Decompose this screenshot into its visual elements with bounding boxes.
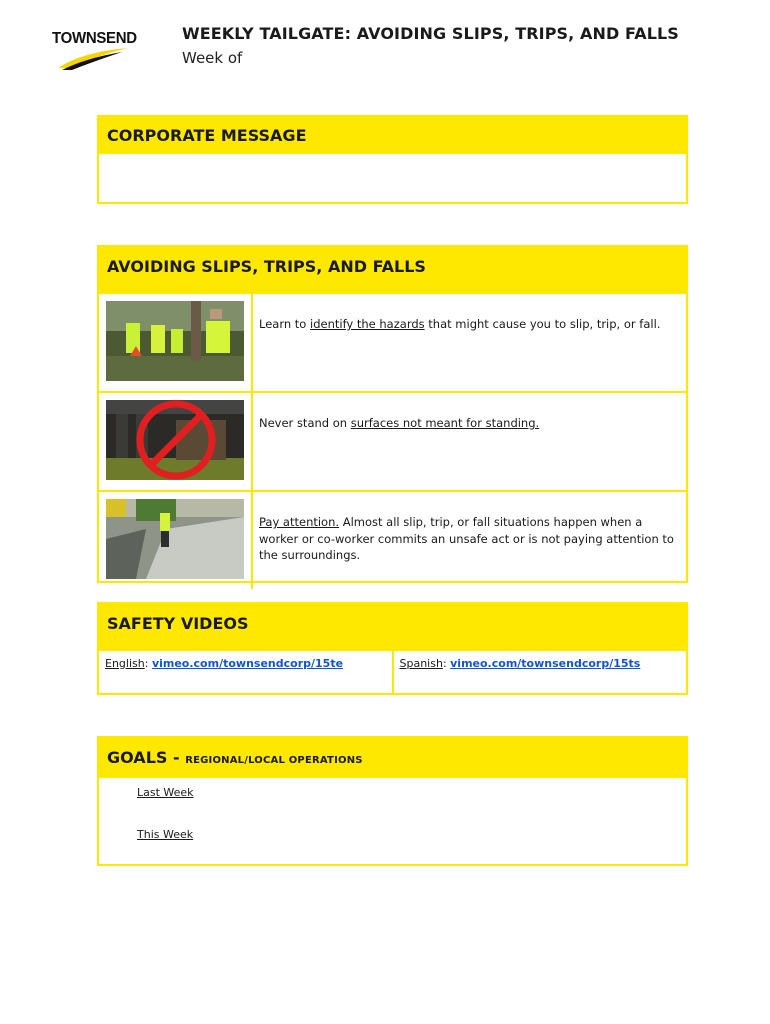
safety-videos-heading: SAFETY VIDEOS — [99, 604, 686, 649]
tip-text-post: Almost all slip, trip, or fall situations happen when a worker or co-worker commits an unsafe act or is not paying attention to the surroundings. — [259, 515, 674, 562]
goals-section — [97, 736, 688, 866]
video-links-row — [99, 649, 686, 695]
debris-photo — [106, 499, 244, 579]
english-video-cell: English: vimeo.com/townsendcorp/15te — [105, 657, 344, 670]
surfaces-link[interactable]: surfaces not meant for standing. — [350, 416, 540, 430]
tip-row — [99, 292, 686, 391]
slips-heading: AVOIDING SLIPS, TRIPS, AND FALLS — [99, 247, 686, 292]
slips-trips-falls-section — [97, 245, 688, 583]
corporate-message-heading: CORPORATE MESSAGE — [99, 117, 686, 154]
no-standing-photo — [106, 400, 244, 480]
logo-swoosh-icon — [52, 28, 132, 72]
corporate-message-section — [97, 115, 688, 204]
tip-image-cell — [99, 492, 253, 589]
tip-text-pre: Never stand on — [259, 416, 351, 430]
tip-row — [99, 490, 686, 589]
page-title: WEEKLY TAILGATE: AVOIDING SLIPS, TRIPS, AND FALLS — [182, 24, 679, 43]
townsend-logo — [52, 28, 137, 72]
crew-photo — [106, 301, 244, 381]
week-of-label: Week of — [182, 49, 243, 67]
tip-row — [99, 391, 686, 490]
last-week-link[interactable]: Last Week — [137, 786, 194, 799]
goals-heading-small: REGIONAL/LOCAL OPERATIONS — [185, 755, 363, 766]
tip-image-cell — [99, 294, 253, 391]
tip-text-pre: Learn to — [259, 317, 310, 331]
tip-text-post: that might cause you to slip, trip, or fall. — [424, 317, 661, 331]
safety-videos-section — [97, 602, 688, 695]
tip-text — [253, 294, 686, 391]
pay-attention-link[interactable]: Pay attention. — [259, 515, 340, 529]
spanish-label: Spanish — [399, 657, 443, 670]
spanish-video-link[interactable]: vimeo.com/townsendcorp/15ts — [450, 657, 641, 670]
tip-image-cell — [99, 393, 253, 490]
english-label: English — [105, 657, 145, 670]
goals-heading-main: GOALS - — [107, 748, 186, 767]
tip-text — [253, 492, 686, 589]
logo-text: TOWNSEND — [52, 29, 137, 48]
tip-text — [253, 393, 686, 490]
identify-hazards-link[interactable]: identify the hazards — [310, 317, 425, 331]
english-video-link[interactable]: vimeo.com/townsendcorp/15te — [151, 657, 344, 670]
spanish-video-cell: Spanish: vimeo.com/townsendcorp/15ts — [392, 651, 687, 695]
goals-heading — [99, 738, 686, 778]
this-week-link[interactable]: This Week — [137, 828, 194, 841]
